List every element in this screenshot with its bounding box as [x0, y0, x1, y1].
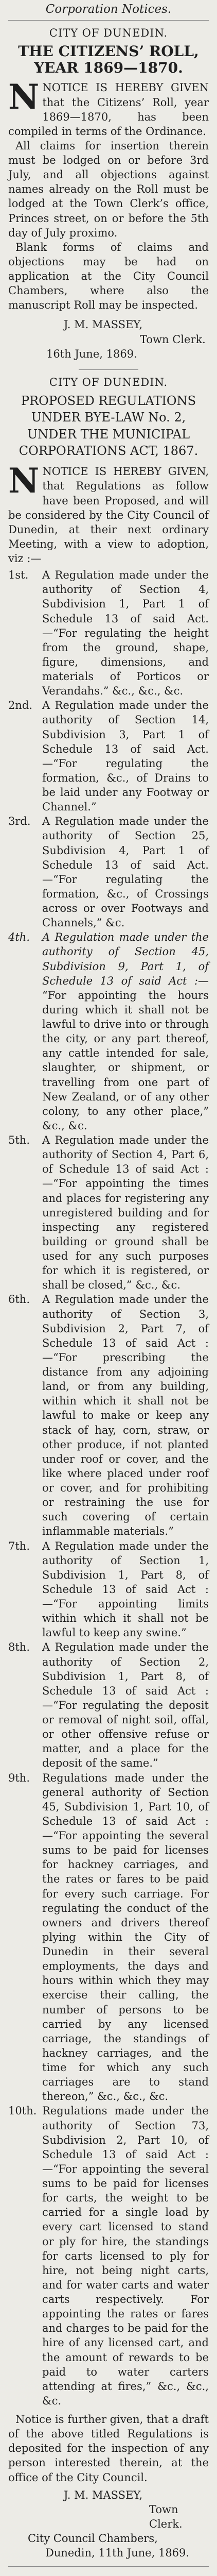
regulation-item: [8, 814, 209, 930]
notice2-signature-name: J. M. MASSEY,: [64, 2488, 143, 2501]
notice2-body-first: [8, 461, 209, 566]
notice2-place: [8, 2531, 209, 2560]
notice2-place-line-2: Dunedin, 11th June, 1869.: [45, 2547, 190, 2560]
regulation-number: 10th.: [8, 2105, 37, 2117]
regulation-body: “For appointing the hours during which it shall not be lawful to drive into or through the city, or any part thereof, any cattle intended for sale, slaughter, or shipment, or travelling from one part of New Zealand, or of any other colony, to any other place,” &c., &c.: [42, 989, 209, 1132]
notice1-signature-date: 16th June, 1869.: [46, 347, 137, 360]
regulation-text: A Regulation made under the authority of Section 14, Subdivision 3, Part 1 of Schedule 13 of said Act. —“For regulating the formation, &c., of Drains to be laid under any Footway or Channel.”: [42, 699, 209, 814]
regulation-number: 6th.: [8, 1293, 30, 1306]
regulation-text: A Regulation made under the authority of Section 2, Subdivision 1, Part 8, of Schedule 13 of said Act :—“For regulating the deposit or removal of night soil, offal, or other offensive refuse or matter, and a place for the deposit of the same.”: [42, 1641, 209, 1770]
regulation-item: [8, 2104, 209, 2408]
notice1-title: THE CITIZENS’ ROLL, YEAR 1869—1870.: [18, 43, 199, 77]
notice1-city: CITY OF DUNEDIN.: [49, 27, 168, 39]
notice2-signature: [8, 2488, 209, 2531]
hairdressers-section-heading: [8, 2575, 209, 2576]
regulation-number: 5th.: [8, 1134, 30, 1147]
regulation-text: A Regulation made under the authority of Section 4, Subdivision 1, Part 1 of Schedule 13 of said Act. —“For regulating the height from the ground, shape, figure, dimensions, and materials of Porticos or Verandahs.” &c., &c., &c.: [42, 569, 209, 698]
regulation-text: A Regulation made under the authority of Section 3, Subdivision 2, Part 7, of Schedule 13 of said Act :—“For prescribing the distance from any adjoining land, or from any building, within which it shall not be lawful to make or keep any stack of hay, corn, straw, or other produce, if not planted under roof or cover, and the like where placed under roof or cover, and for prohibiting or restraining the use for such covering of certain inflammable materials.”: [42, 1293, 209, 1538]
notice1-dropcap: N: [8, 77, 40, 117]
regulation-number: 8th.: [8, 1641, 30, 1654]
notice1-body-first-text: NOTICE IS HEREBY GIVEN that the Citizens’ Roll, year 1869—1870, has been compiled in terms of the Ordinance.: [8, 81, 209, 138]
regulation-item: [8, 930, 209, 1133]
notice2-signature-office: Town Clerk.: [149, 2503, 183, 2530]
regulation-number: 7th.: [8, 1539, 30, 1552]
notice2-title: PROPOSED REGULATIONS UNDER BYE-LAW No. 2, UNDER THE MUNICIPAL CORPORATIONS ACT, 1867.: [19, 393, 198, 458]
notice1-signature-name: J. M. MASSEY,: [64, 318, 143, 331]
regulation-number: 2nd.: [8, 699, 33, 712]
regulation-number: 1st.: [8, 569, 29, 582]
regulation-text: Regulations made under the general authority of Section 45, Subdivision 1, Part 10, of Schedule 13 of said Act :—“For appointing the several sums to be paid for licenses for hackney carriages, and the rates or fares to be paid for every such carriage. For regulating the conduct of the owners and drivers thereof plying within the City of Dunedin in their several employments, the days and hours within which they may exercise their calling, the number of persons to be carried by any licensed carriage, the standings of hackney carriages, and the time for which any such carriages are to stand thereon,” &c., &c., &c.: [42, 1771, 209, 2103]
regulation-item: [8, 698, 209, 814]
notice2-dropcap: N: [8, 461, 40, 501]
notice1-signature: [8, 317, 209, 361]
regulation-number: 4th.: [8, 931, 30, 944]
regulation-number: 3rd.: [8, 815, 31, 828]
notice1-signature-office: Town Clerk.: [140, 333, 206, 346]
regulation-text: A Regulation made under the authority of Section 25, Subdivision 4, Part 1 of Schedule 13 of said Act. —“For regulating the formation, &c., of Crossings across or over Footways and Channels,” &c.: [42, 815, 209, 929]
regulation-text: [42, 930, 209, 1133]
regulation-text: Regulations made under the authority of Section 73, Subdivision 2, Part 10, of Schedule 13 of said Act :—“For appointing the several sums to be paid for licenses for carts, the weight to be carried for a single load by every cart licensed to stand or ply for hire, the standings for carts licensed to ply for hire, not being night carts, and for water carts and water carts respectively. For appointing the rates or fares and charges to be paid for the hire of any licensed cart, and the amount of rewards to be paid to water carters attending at fires,” &c., &c., &c.: [42, 2105, 209, 2407]
notice1-body-first: [8, 77, 209, 139]
notice2-city: CITY OF DUNEDIN.: [49, 376, 168, 388]
notice1-body-line-1: All claims for insertion therein must be lodged on or before 3rd July, and all objections against names already on the Roll must be lodged at the Town Clerk’s office, Princes street, on or before the 5th day of July proximo.: [8, 139, 209, 239]
notice1-body-line-2: Blank forms of claims and objections may be had on application at the City Council Chambers, where also the manuscript Roll may be inspected.: [8, 241, 209, 312]
corporation-section-heading: Corporation Notices.: [45, 3, 172, 16]
notice2-closing: Notice is further given, that a draft of the above titled Regulations is deposited for the inspection of any person interested therein, at the office of the City Council.: [8, 2413, 209, 2484]
regulation-item: [8, 1771, 209, 2104]
regulation-item: [8, 1133, 209, 1292]
regulation-text: A Regulation made under the authority of Section 1, Subdivision 1, Part 8, of Schedule 13 of said Act :—“For appointing limits within which it shall not be lawful to keep any swine.”: [42, 1539, 209, 1639]
regulation-item: [8, 1292, 209, 1538]
regulations-list: [8, 568, 209, 2408]
regulation-item: [8, 568, 209, 698]
regulation-item: [8, 1539, 209, 1640]
notice2-body-first-text: NOTICE IS HEREBY GIVEN, that Regulations as follow have been Proposed, and will be considered by the City Council of Dunedin, at their next ordinary Meeting, with a view to adoption, viz :—: [8, 465, 209, 565]
regulation-number: 9th.: [8, 1771, 30, 1784]
regulation-italic-intro: A Regulation made under the authority of Section 45, Subdivision 9, Part 1, of Schedule 13 of said Act :—: [42, 931, 209, 987]
regulation-text: A Regulation made under the authority of Section 4, Part 6, of Schedule 13 of said Act :—“For appointing the times and places for registering any unregistered building and for inspecting any registered building or ground shall be used for any such purposes for which it is registered, or shall be closed,” &c., &c.: [42, 1134, 209, 1292]
regulation-item: [8, 1640, 209, 1770]
notice2-place-line-1: City Council Chambers,: [28, 2532, 158, 2545]
